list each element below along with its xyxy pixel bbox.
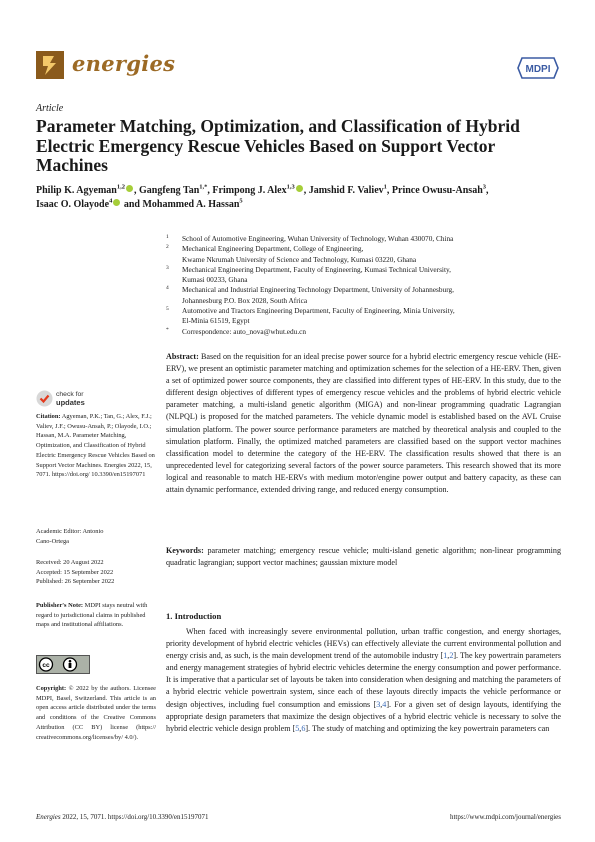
affiliation-item xyxy=(166,275,561,285)
author-affiliation-sup: 1 xyxy=(383,183,387,191)
author-name: Mohammed A. Hassan xyxy=(142,198,240,210)
reference-link[interactable]: 3 xyxy=(376,699,381,709)
published-date: Published: 26 September 2022 xyxy=(36,578,115,586)
intro-text: ]. The key powertrain parameters and energy management strategies of hybrid electric vehicles determine the energy consumption and power performance. It is imperative that a particular set of layouts be taken into consideration when designing and matching the parameters of a hybrid electric vehicle powertrain system, since each of these layouts directly impacts the vehicle performance or design objectives, including fuel consumption and emissions [ xyxy=(166,651,561,709)
affiliation-item xyxy=(166,296,561,306)
reference-link[interactable]: 2 xyxy=(449,651,454,661)
affiliation-list xyxy=(166,234,561,337)
affiliation-text: School of Automotive Engineering, Wuhan University of Technology, Wuhan 430070, China xyxy=(182,234,454,243)
affiliation-number: 1 xyxy=(166,234,169,240)
affiliation-text: Kumasi 00233, Ghana xyxy=(182,275,248,285)
author-separator: , xyxy=(303,185,309,196)
affiliation-number: 4 xyxy=(166,285,169,292)
article-type: Article xyxy=(36,103,64,114)
section-heading-introduction: 1. Introduction xyxy=(166,611,222,621)
citation-text: Agyeman, P.K.; Tan, G.; Alex, F.J.; Valiev, J.F.; Owusu-Ansah, P.; Olayode, I.O.; Hassan, M.A. Parameter Matching, Optimization, and Classification of Hybrid Electric Emergency Rescue Vehicles Based on Support Vector Machines. Energies 2022, 15, 7071. https://doi.org/ 10.3390/en15197071 xyxy=(36,413,155,479)
svg-text:cc: cc xyxy=(42,662,50,670)
introduction-paragraph xyxy=(166,626,561,735)
check-updates-line2: updates xyxy=(56,398,85,407)
footer-citation xyxy=(36,813,208,821)
affiliation-text: Kwame Nkrumah University of Science and Technology, Kumasi 03220, Ghana xyxy=(182,254,417,264)
cc-by-license-icon[interactable] xyxy=(36,655,90,674)
journal-name: energies xyxy=(72,51,176,76)
journal-logo-icon xyxy=(36,51,64,79)
paper-title: Parameter Matching, Optimization, and Classification of Hybrid Electric Emergency Rescue Vehicles Based on Support Vector Machines xyxy=(36,116,520,175)
orcid-icon[interactable] xyxy=(296,185,303,192)
author-affiliation-sup: 3 xyxy=(482,183,487,191)
affiliation-text: Mechanical Engineering Department, Faculty of Engineering, Kumasi Technical University, xyxy=(182,264,451,274)
author-name: Prince Owusu-Ansah xyxy=(391,185,483,196)
orcid-icon[interactable] xyxy=(126,185,133,192)
academic-editor xyxy=(36,527,156,546)
check-for-updates-icon[interactable] xyxy=(36,390,53,407)
affiliation-item xyxy=(166,316,561,326)
reference-link[interactable]: 5 xyxy=(295,723,300,733)
check-updates-line1: check for xyxy=(56,391,84,398)
intro-text: , xyxy=(447,651,450,661)
affiliation-item xyxy=(166,244,561,254)
copyright-text: © 2022 by the authors. Licensee MDPI, Basel, Switzerland. This article is an open access article distributed under the terms and conditions of the Creative Commons Attribution (CC BY) license (https:// creativecommons.org/licenses/by/ 4.0/). xyxy=(36,685,156,741)
footer-citation-text: 2022, 15, 7071. https://doi.org/10.3390/en15197071 xyxy=(62,813,209,821)
keywords xyxy=(166,545,561,569)
affiliation-text: El-Minia 61519, Egypt xyxy=(182,316,250,326)
mdpi-logo-icon xyxy=(517,57,559,79)
affiliation-item xyxy=(166,306,561,316)
author-affiliation-sup: 1,3 xyxy=(286,183,295,191)
affiliation-number: * xyxy=(166,326,169,333)
mdpi-logo-text: MDPI xyxy=(525,64,551,75)
keywords-text: parameter matching; emergency rescue vehicle; multi-island genetic algorithm; non-linear programming quadratic lagrangian; support vector machines; gaussian mixture model xyxy=(166,546,561,568)
author-affiliation-sup: 4 xyxy=(109,197,113,205)
author-list xyxy=(36,184,561,211)
author-name: Jamshid F. Valiev xyxy=(308,185,384,196)
publisher-note xyxy=(36,601,156,630)
author-separator: and xyxy=(121,198,143,210)
affiliation-item xyxy=(166,265,561,275)
author-affiliation-sup: 1,2 xyxy=(116,183,125,191)
affiliation-number: 5 xyxy=(166,306,169,313)
reference-link[interactable]: 6 xyxy=(301,723,306,733)
affiliation-text: Johannesburg P.O. Box 2028, South Africa xyxy=(182,295,308,305)
author-name: Isaac O. Olayode xyxy=(36,198,110,210)
editor-label: Academic Editor: Antonio xyxy=(36,528,104,535)
check-for-updates-label[interactable] xyxy=(56,391,85,407)
affiliation-text: Correspondence: auto_nova@whut.edu.cn xyxy=(182,326,307,336)
intro-text: When faced with increasingly severe environmental pollution, urban traffic congestion, and energy shortages, priority development of hybrid electric vehicles (HEVs) can effectively alleviate the current environmental pollution and energy crisis and, as such, is the main development trend of the automobile industry [ xyxy=(166,627,561,661)
abstract-label: Abstract: xyxy=(166,352,199,361)
author-affiliation-sup: 5 xyxy=(239,197,243,205)
publisher-note-label: Publisher's Note: xyxy=(36,602,84,609)
intro-text: ]. For a given set of design layouts, identifying the appropriate design parameters that maximize the design objectives of a hybrid electric vehicle is necessary to solve the hybrid electric vehicle design problem [ xyxy=(166,699,562,733)
author-name: Philip K. Agyeman xyxy=(36,185,117,196)
author-name: Gangfeng Tan xyxy=(138,185,200,196)
author-affiliation-sup: 1,* xyxy=(199,183,208,191)
intro-text: , xyxy=(299,723,302,733)
affiliation-item xyxy=(166,327,561,337)
copyright-notice xyxy=(36,684,156,742)
accepted-date: Accepted: 15 September 2022 xyxy=(36,568,114,576)
author-name: Frimpong J. Alex xyxy=(212,185,287,196)
orcid-icon[interactable] xyxy=(113,199,120,206)
editor-name: Cano-Ortega xyxy=(36,537,70,545)
author-separator: , xyxy=(133,185,139,196)
intro-text: ]. The study of matching and optimizing the key powertrain parameters can xyxy=(305,723,550,733)
citation-label: Citation: xyxy=(36,413,61,420)
abstract-text: Based on the requisition for an ideal precise power source for a hybrid electric emergency rescue vehicle (HE-ERV), we present an optimistic parameter matching and optimization schemes for the selection of a HE-ERV. Then, given a set of optimized power source components, they are classified into different types of HE-ERV. In this study, due to the different design objectives of different types of emergency rescue vehicles and the problems of hybrid electric vehicle parameter matching, a multi-island genetic algorithm (MIGA) and non-linear programming quadratic Lagrangian (NLPQL) is proposed for the matched parameters. The vehicle dynamic model is established based on the AVL Cruise simulation platform. The power source performance parameters are matched by theoretical analysis and coupled to the simulation platform. Finally, the optimized matched parameters are classified based on the support vector machines classification model to determine the category of the HE-ERV. The classification results showed that there is an unprecedented level for categorizing several factors of the power source parameters. This research showed that its more logical and reasonable to match HE-ERVs with medium motor/engine power output and battery capacity, as these can attain dynamic performance, extended driving range, and reduced energy consumption. xyxy=(166,352,561,495)
keywords-label: Keywords: xyxy=(166,546,204,555)
author-separator: , xyxy=(386,185,392,196)
citation-block xyxy=(36,412,156,480)
intro-text: , xyxy=(380,699,383,709)
affiliation-item xyxy=(166,255,561,265)
footer-journal: Energies xyxy=(36,813,61,821)
affiliation-text: Mechanical Engineering Department, College of Engineering, xyxy=(182,244,364,254)
reference-link[interactable]: 4 xyxy=(382,699,387,709)
affiliation-number: 2 xyxy=(166,244,169,251)
abstract xyxy=(166,351,561,496)
affiliation-item xyxy=(166,234,561,244)
received-date: Received: 20 August 2022 xyxy=(36,559,104,566)
author-separator: , xyxy=(207,185,213,196)
copyright-label: Copyright: xyxy=(36,685,67,692)
publisher-note-text: MDPI stays neutral with regard to jurisdictional claims in published maps and institutional affiliations. xyxy=(36,602,148,629)
publication-dates xyxy=(36,558,156,587)
footer-journal-url[interactable]: https://www.mdpi.com/journal/energies xyxy=(449,813,561,821)
author-separator: , xyxy=(486,185,489,196)
affiliation-text: Mechanical and Industrial Engineering Technology Department, University of Johannesburg, xyxy=(182,285,454,295)
affiliation-item xyxy=(166,285,561,295)
reference-link[interactable]: 1 xyxy=(443,651,448,661)
affiliation-text: Automotive and Tractors Engineering Department, Faculty of Engineering, Minia University, xyxy=(182,306,455,316)
affiliation-number: 3 xyxy=(166,264,169,271)
